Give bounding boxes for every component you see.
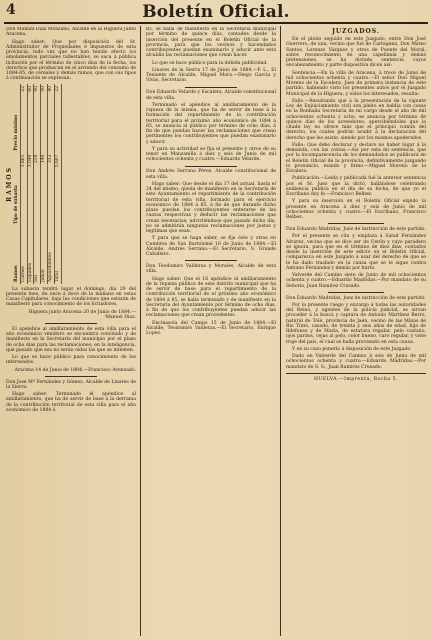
table-cell: 60: [27, 84, 34, 153]
table-row: [20, 84, 27, 284]
edict-heading: Don Eduardo Velarde y Escalera, Alcalde constitucional de esta villa.: [146, 90, 276, 101]
edict-text: Hago saber: Que por disposición del Sr. Administrador de Propiedades é impuestos de esta provincia, todo vez que no han tenido efecto los emolumentos parciales tallestables, se saca á pública licitación por el término de cinco días de la fecha, los derechos que produzcan en el arriendo del consumo de 1884-85, de cereales y demás ramos, que con sus tipos á continuación se expresan:: [6, 39, 136, 82]
table-cell: Sal: [34, 226, 41, 284]
table-cell: 40: [47, 84, 54, 153]
table-row: [34, 84, 41, 284]
table-header: Precio mínimo: [14, 84, 20, 153]
table-cell: Total: [54, 226, 61, 284]
table-row: [41, 84, 48, 284]
table-cell: 3.040: [27, 152, 34, 225]
edict-text: Por el presente se cita y emplaza á Salud Fernández Alvarez, vecina que se dice ser de Cerón y cuyo paradero se ignora, para que en el término de diez días, contados desde la inserción de este edicto en el Boletín Oficial, comparezca en este Juzgado á usar del derecho de que se le ha dado traslado en la causa que se le sigue contra Antonio Fernández y demás por hurto.: [286, 234, 426, 271]
signature: Encinasola del Campo 15 de Junio de 1884.—El Alcalde, Teodomiro Valderas.—El Secretario, Enrique Lopez.: [146, 320, 276, 337]
table-row: [54, 84, 61, 284]
edict-text: Fallo: Que debo declarar y declaro no haber lugar á la demanda, con las costas.—Así por esta mi sentencia, que por la incomparecencia de los demandados se publicará en el Boletín Oficial de la provincia, definitivamente juzgando lo pronuncio, mando y firmo.—Miguel Moreno de la Escalera.: [286, 142, 426, 174]
edict-text: Lo que se hace público para conocimiento de los interesados.: [6, 355, 136, 366]
edict-text: Hago saber: Terminado el apéndice al amillaramiento, que ha de servir de base á la derrama de la contribución territorial de esta villa para el año económico de 1884 á: [6, 392, 136, 413]
edict-text: Publicación.—Leída y publicada fué la anterior sentencia por el Sr. Juez que la dictó, hallándose celebrando audiencia pública en el día de su fecha, de que yo el Escribano doy fe.—Francisco Belbez.: [286, 176, 426, 197]
table-cell: 1.865: [20, 152, 27, 225]
page-number: 4: [6, 2, 16, 18]
edict-text: Fallo.—Resultando que á la presentación de la vigente Ley de Enjuiciamiento civil son pleito en baldía con cosas en la Bonhaíla Secretaría de mi cargo desde el año de mil ochocientos ochenta y ocho, se anuncia por término de quince días de los acreedores, apercibiéndoles que la citada ley no ofrece más que el principio común del derecho, los cuales podrán acudir á la declaración del derecho que les asiste, siendo por los mismos apoderados.: [286, 98, 426, 141]
table-cell: Jabón: [41, 226, 48, 284]
table-cell: 5.607: [54, 152, 61, 225]
edict-text: Y en su caso ponerlo á disposición de este Juzgado.: [292, 346, 412, 352]
edict-heading: Don Teodomiro Valderas y Morales, Alcalde de esta villa.: [146, 264, 276, 275]
table-header: Ramos: [14, 226, 20, 284]
edict-text: Lo que se hace público para la debida publicidad.: [152, 60, 268, 66]
imprint: HUELVA.—Imprenta, Rocha 5.: [314, 376, 398, 382]
table-cell: 22: [54, 84, 61, 153]
separator: [185, 260, 237, 261]
edict-heading: Don Andrés Serrano Pérez, Alcalde constitucional de esta villa.: [146, 169, 276, 180]
table-cell: 22: [20, 84, 27, 153]
edict-text: Por la presente ruego y encargo á todas las autoridades del Reino, y agentes de la policía judicial, se sirvan proceder á la busca y captura de Antonio Martínez Berro, natural de Tolé, provincia de Jaén, vecino de las Minas de Rio Tinto, casado, de treinta y seis años de edad, hijo de Ildefonso y de María, de estatura regular, pelo castaño, ojos pardos, cejas al pelo, color bueno, caro regular, y viste traje del país, el cual se halla procesado en esta causa.: [286, 302, 426, 345]
separator: [328, 223, 384, 224]
running-title: Boletín Oficial.: [142, 2, 290, 22]
edict-text: Sentencia.—En la villa de Aracena, á trece de Junio de mil ochocientos ochenta y cuatro.—El señor Don Miguel Moreno de la Escalera, Juez de primera instancia de este partido, habiendo visto los presentes autos por el Juzgado Municipal de la Higuera, y oídos los interesados, resulta:: [286, 70, 426, 97]
table-cell: 312: [47, 152, 54, 225]
signature: Linares de la Sierra 17 de Junio de 1884.—P. L., El Teniente de Alcalde, Miguel Mora.—Diego Garcia y Vivas, Secretario.: [146, 67, 276, 84]
table-cell: 00: [34, 84, 41, 153]
section-title: JUZGADOS.: [332, 28, 380, 35]
table-row: [47, 84, 54, 284]
header-rule: [4, 22, 428, 24]
table-title: RAMOS: [6, 165, 13, 202]
edict-text: Y para que se haga saber, se fija éste y otros en Cumbres de San Bartolomé 16 de Junio de 1884.—El Alcalde, Andrés Serrano.—El Secretario, S. Grande Caballero.: [146, 236, 276, 258]
table-header: Tipo de subasta: [14, 152, 20, 225]
column-divider: [280, 26, 281, 636]
separator: [185, 87, 237, 88]
edict-text: Terminado el apéndice al amillaramiento de la riqueza de la misma, que ha de servir de base á la formación del repartimiento de la contribución territorial para el próximo año económico de 1884 á 85, se anuncia al público por término de ocho días, á fin de que puedan hacer las reclamaciones que crean pertinentes los contribuyentes que puedan examinarlo y aducir.: [146, 102, 276, 145]
table-cell: Líquidos: [27, 226, 34, 284]
edict-text: La subasta tendrá lugar el domingo, día 29 del presente mes, de once á doce de la mañana en estas Casas Capitulares, bajo las condiciones que estarán de manifiesto para conocimiento de los licitadores.: [6, 286, 136, 308]
table-row: [27, 84, 34, 284]
edict-text: En el pleito seguido en este Juzgado, entre Don José Guerrero, de una, vecino que fué de Cartagena, Don Mateo Santos, Lorenzo Vázquez y otros de Puente del Moral, sobre reconocimiento de una capellanía y demás pretensiones, se ha dictado sentencia cuyos encabezamiento y parte dispositiva dicen así:: [286, 37, 426, 69]
edict-heading: Don Eduardo Madridas, Juez de instrucción de este partido.: [286, 227, 426, 233]
table-cell: Carnes: [20, 226, 27, 284]
signature: Dado en Valverde del Camino á seis de Junio de mil ochocientos ochenta y cuatro.—Eduardo Madridas.—Por mandato de S. S., Juan Ramírez Crusado.: [286, 354, 426, 370]
edict-text: Hago saber: Que desde el día 17 del actual, hasta el 24 del mismo, queda de manifiesto en la Secretaría de este Ayuntamiento el repartimiento de la contribución territorial de esta villa, formado para el ejercicio económico de 1884 á 85, á fin de que durante dicho plazo puedan los contribuyentes enterarse de las cuotas respectivas y deducir las reclamaciones que crean necesarias; advirtiéndose que pasado dicho día, no se admitirán ningunas reclamaciones por justas y legítimas que sean.: [146, 181, 276, 235]
column-3: [286, 27, 426, 638]
edict-text: 85, se halla de manifiesto en la Secretaría municipal por término de quince días, contados desde la inserción del presente en el Boletín Oficial de la provincia, para que los vecinos y hacendados contribuyentes puedan examinarlo y aducir ante esta alcaldía las reclamaciones que crean hacer.: [146, 27, 276, 59]
edict-heading: Don Eduardo Madridas, Juez de instrucción de este partido.: [286, 295, 426, 301]
edict-heading: Don Manuel Díaz Monzano, Alcalde de la Higuera junto Aracena.: [6, 27, 136, 38]
separator: [328, 292, 384, 293]
signature: Valverde del Camino siete de Junio de mil ochocientos ochenta y cuatro.—Eduardo Madridas.—Por mandato de su Señoría, Juan Ramírez Crusado.: [286, 273, 426, 289]
table-cell: 140: [41, 152, 48, 225]
tax-table: [6, 84, 136, 284]
table-cell: 250: [34, 152, 41, 225]
column-1: [6, 27, 136, 638]
signature: Higuera junto Aracena 20 de Junio de 1884.—Manuel Díaz.: [28, 309, 136, 320]
edict-text: Y para su inserción en el Boletín Oficial expido la presente en Aracena á diez y seis de Junio de mil ochocientos ochenta y cuatro.—El Escribano, Francisco Belbez.: [286, 199, 426, 220]
edict-text: Y para su actividad se fija el presente y otros de su tenor en Manzanilla á diez y seis de Junio de mil ochocientos ochenta y cuatro.—Eduardo Velarde.: [146, 146, 276, 163]
separator: [185, 166, 237, 167]
edict-heading: Don José Mª Fernández y Gómez, Alcalde de Linares de la Sierra.: [6, 379, 136, 390]
column-2: [146, 27, 276, 638]
column-divider: [140, 26, 141, 636]
signature: Aracena 14 de Junio de 1884.—Francisco Avenzado.: [14, 367, 136, 373]
table-cell: Aguardientes: [47, 226, 54, 284]
edict-text: Hago saber: Que el 16 apéndice al amillaramiento de la riqueza pública de este distrito municipal que ha de servir de base para el repartimiento de la contribución territorial de el próximo año económico de 1884 á 85, se halla terminado y de manifiesto en la Secretaría del Ayuntamiento por término de ocho días, á fin de que los contribuyentes puedan aducir las reclamaciones que crean procedentes.: [146, 276, 276, 319]
table-cell: 00: [41, 84, 48, 153]
separator: [286, 373, 426, 374]
separator: [45, 323, 97, 324]
masthead: [0, 0, 432, 24]
edict-text: El apéndice al amillaramiento de esta villa para el año económico venidero se encuentra concluido y de manifiesto en la Secretaría del municipio por el plazo de ocho días para las reclamaciones; en la inteligencia, que pasado que sea no serán oídas las que se intenten.: [6, 326, 136, 353]
separator: [45, 376, 97, 377]
